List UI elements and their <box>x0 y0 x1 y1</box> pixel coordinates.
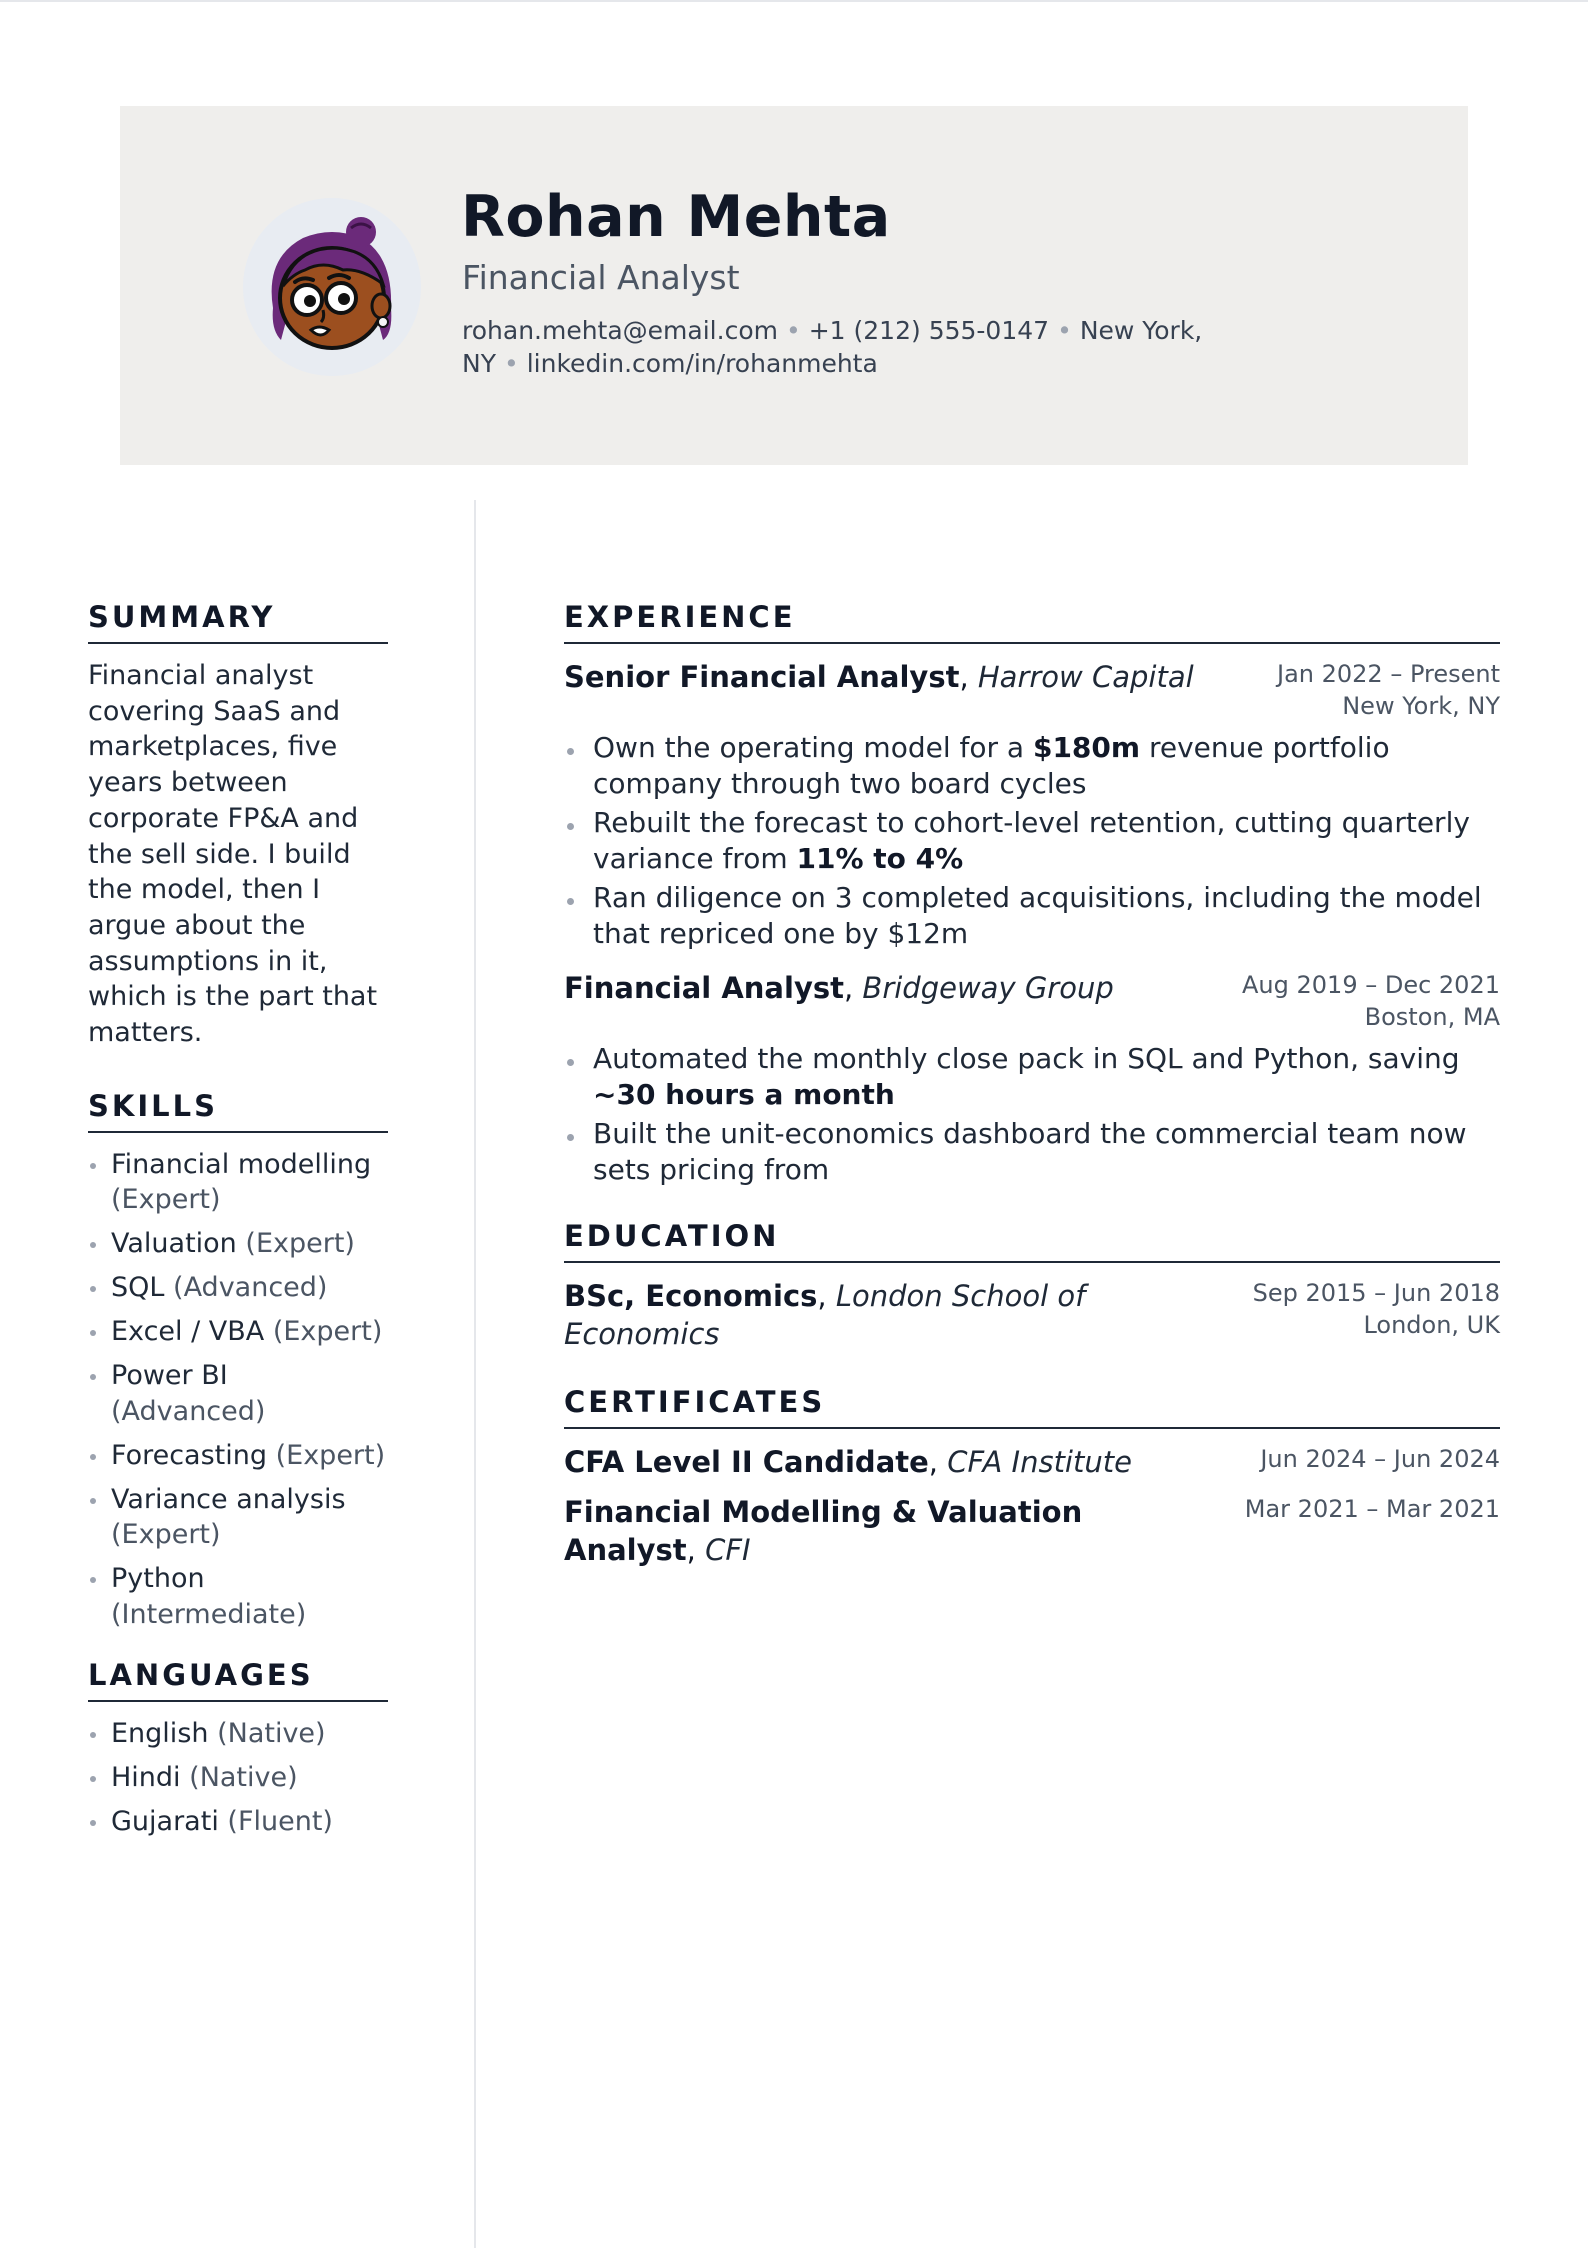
skills-section <box>88 1089 388 1633</box>
job-title: Senior Financial Analyst, Harrow Capital <box>564 660 1194 694</box>
certificate-name: Financial Modelling & Valuation Analyst <box>564 1495 1083 1567</box>
list-item: Rebuilt the forecast to cohort-level retention, cutting quarterly variance from 11% to 4% <box>564 805 1500 876</box>
job-position: Senior Financial Analyst <box>564 660 960 694</box>
certificate-meta <box>1245 1493 1500 1525</box>
sidebar <box>88 600 388 1848</box>
skill-level: (Expert) <box>245 1228 355 1260</box>
education-dates: Sep 2015 – Jun 2018 <box>1252 1279 1500 1307</box>
job-entry <box>564 658 1500 951</box>
list-item <box>88 1760 388 1796</box>
list-item <box>88 1358 388 1429</box>
job-meta <box>1277 658 1500 722</box>
certificate-entry <box>564 1493 1500 1569</box>
certificate-dates: Mar 2021 – Mar 2021 <box>1244 1495 1500 1523</box>
phone-text: +1 (212) 555-0147 <box>808 316 1050 345</box>
skill-level: (Intermediate) <box>111 1598 307 1630</box>
skill-name: Python <box>111 1563 205 1595</box>
skills-heading: SKILLS <box>88 1089 388 1133</box>
job-position: Financial Analyst <box>564 971 844 1005</box>
certificate-dates: Jun 2024 – Jun 2024 <box>1260 1445 1500 1473</box>
language-name: English <box>111 1718 209 1750</box>
certificate-title: Financial Modelling & Valuation Analyst, CFI <box>564 1495 1083 1567</box>
certificate-header <box>564 1443 1500 1481</box>
language-name: Hindi <box>111 1762 181 1794</box>
list-item <box>88 1226 388 1262</box>
list-item <box>88 1716 388 1752</box>
list-item <box>88 1314 388 1350</box>
separator-dot-icon: • <box>785 316 801 345</box>
job-dates: Jan 2022 – Present <box>1276 660 1500 688</box>
education-meta <box>1253 1277 1500 1341</box>
skill-name: Valuation <box>111 1228 237 1260</box>
education-header <box>564 1277 1500 1353</box>
education-entry <box>564 1277 1500 1353</box>
list-item <box>88 1561 388 1632</box>
separator-dot-icon: • <box>1057 316 1072 345</box>
job-location: New York, NY <box>1342 692 1500 720</box>
job-entry <box>564 969 1500 1187</box>
skill-name: Financial modelling <box>111 1148 372 1180</box>
list-item <box>88 1438 388 1474</box>
job-meta <box>1242 969 1500 1033</box>
email-link[interactable]: rohan.mehta@email.com <box>462 316 778 345</box>
list-item <box>88 1804 388 1840</box>
job-location: Boston, MA <box>1364 1003 1500 1031</box>
job-bullets <box>564 730 1500 951</box>
candidate-role: Financial Analyst <box>462 258 740 297</box>
certificate-name: CFA Level II Candidate <box>564 1445 929 1479</box>
certificate-header <box>564 1493 1500 1569</box>
location-text: New York, NY <box>462 316 1203 378</box>
column-divider <box>474 500 476 2248</box>
languages-section <box>88 1658 388 1840</box>
resume-header <box>120 106 1468 465</box>
certificates-heading: CERTIFICATES <box>564 1385 1500 1429</box>
language-level: (Fluent) <box>227 1806 333 1838</box>
list-item <box>88 1147 388 1218</box>
skill-name: Excel / VBA <box>111 1316 265 1348</box>
list-item <box>88 1482 388 1553</box>
main-column <box>564 600 1500 1569</box>
skill-level: (Expert) <box>111 1519 221 1551</box>
education-location: London, UK <box>1363 1311 1500 1339</box>
education-degree: BSc, Economics <box>564 1279 818 1313</box>
education-heading: EDUCATION <box>564 1219 1500 1263</box>
contact-line <box>462 314 1232 380</box>
skill-level: (Advanced) <box>111 1395 266 1427</box>
languages-heading: LANGUAGES <box>88 1658 388 1702</box>
certificate-meta <box>1260 1443 1500 1475</box>
language-level: (Native) <box>217 1718 326 1750</box>
cartoon-avatar-icon <box>243 198 421 376</box>
summary-heading: SUMMARY <box>88 600 388 644</box>
job-company: Bridgeway Group <box>862 971 1114 1005</box>
skill-level: (Expert) <box>272 1316 383 1348</box>
list-item: Ran diligence on 3 completed acquisitions, including the model that repriced one by $12m <box>564 880 1500 951</box>
experience-heading: EXPERIENCE <box>564 600 1500 644</box>
skill-name: Forecasting <box>111 1439 268 1471</box>
skill-name: Power BI <box>111 1360 228 1392</box>
list-item: Built the unit-economics dashboard the commercial team now sets pricing from <box>564 1116 1500 1187</box>
job-dates: Aug 2019 – Dec 2021 <box>1242 971 1500 999</box>
skill-name: SQL <box>111 1272 165 1304</box>
job-bullets <box>564 1041 1500 1187</box>
job-header <box>564 969 1500 1033</box>
experience-section <box>564 600 1500 1187</box>
language-level: (Native) <box>189 1762 298 1794</box>
avatar-illustration <box>243 198 421 376</box>
certificates-section <box>564 1385 1500 1569</box>
skill-level: (Expert) <box>111 1184 221 1216</box>
separator-dot-icon: • <box>503 349 519 378</box>
education-school: London School of Economics <box>564 1279 1086 1351</box>
top-rule <box>0 0 1588 2</box>
certificate-issuer: CFA Institute <box>947 1445 1132 1479</box>
language-name: Gujarati <box>111 1806 219 1838</box>
candidate-name: Rohan Mehta <box>461 184 891 250</box>
certificate-entry <box>564 1443 1500 1481</box>
education-section <box>564 1219 1500 1353</box>
skills-list <box>88 1147 388 1633</box>
languages-list <box>88 1716 388 1840</box>
skill-level: (Expert) <box>275 1439 386 1471</box>
certificate-title: CFA Level II Candidate, CFA Institute <box>564 1445 1132 1479</box>
skill-level: (Advanced) <box>173 1272 328 1304</box>
skill-name: Variance analysis <box>111 1483 346 1515</box>
list-item: Own the operating model for a $180m revenue portfolio company through two board cycles <box>564 730 1500 801</box>
education-title: BSc, Economics, London School of Economics <box>564 1279 1086 1351</box>
certificate-issuer: CFI <box>705 1533 751 1567</box>
job-title: Financial Analyst, Bridgeway Group <box>564 971 1114 1005</box>
summary-text: Financial analyst covering SaaS and marketplaces, five years between corporate FP&A and the sell side. I build the model, then I argue about the assumptions in it, which is the part that matters. <box>88 660 378 1049</box>
job-header <box>564 658 1500 722</box>
job-company: Harrow Capital <box>977 660 1194 694</box>
linkedin-link[interactable]: linkedin.com/in/rohanmehta <box>526 349 878 378</box>
list-item: Automated the monthly close pack in SQL and Python, saving ~30 hours a month <box>564 1041 1500 1112</box>
list-item <box>88 1270 388 1306</box>
